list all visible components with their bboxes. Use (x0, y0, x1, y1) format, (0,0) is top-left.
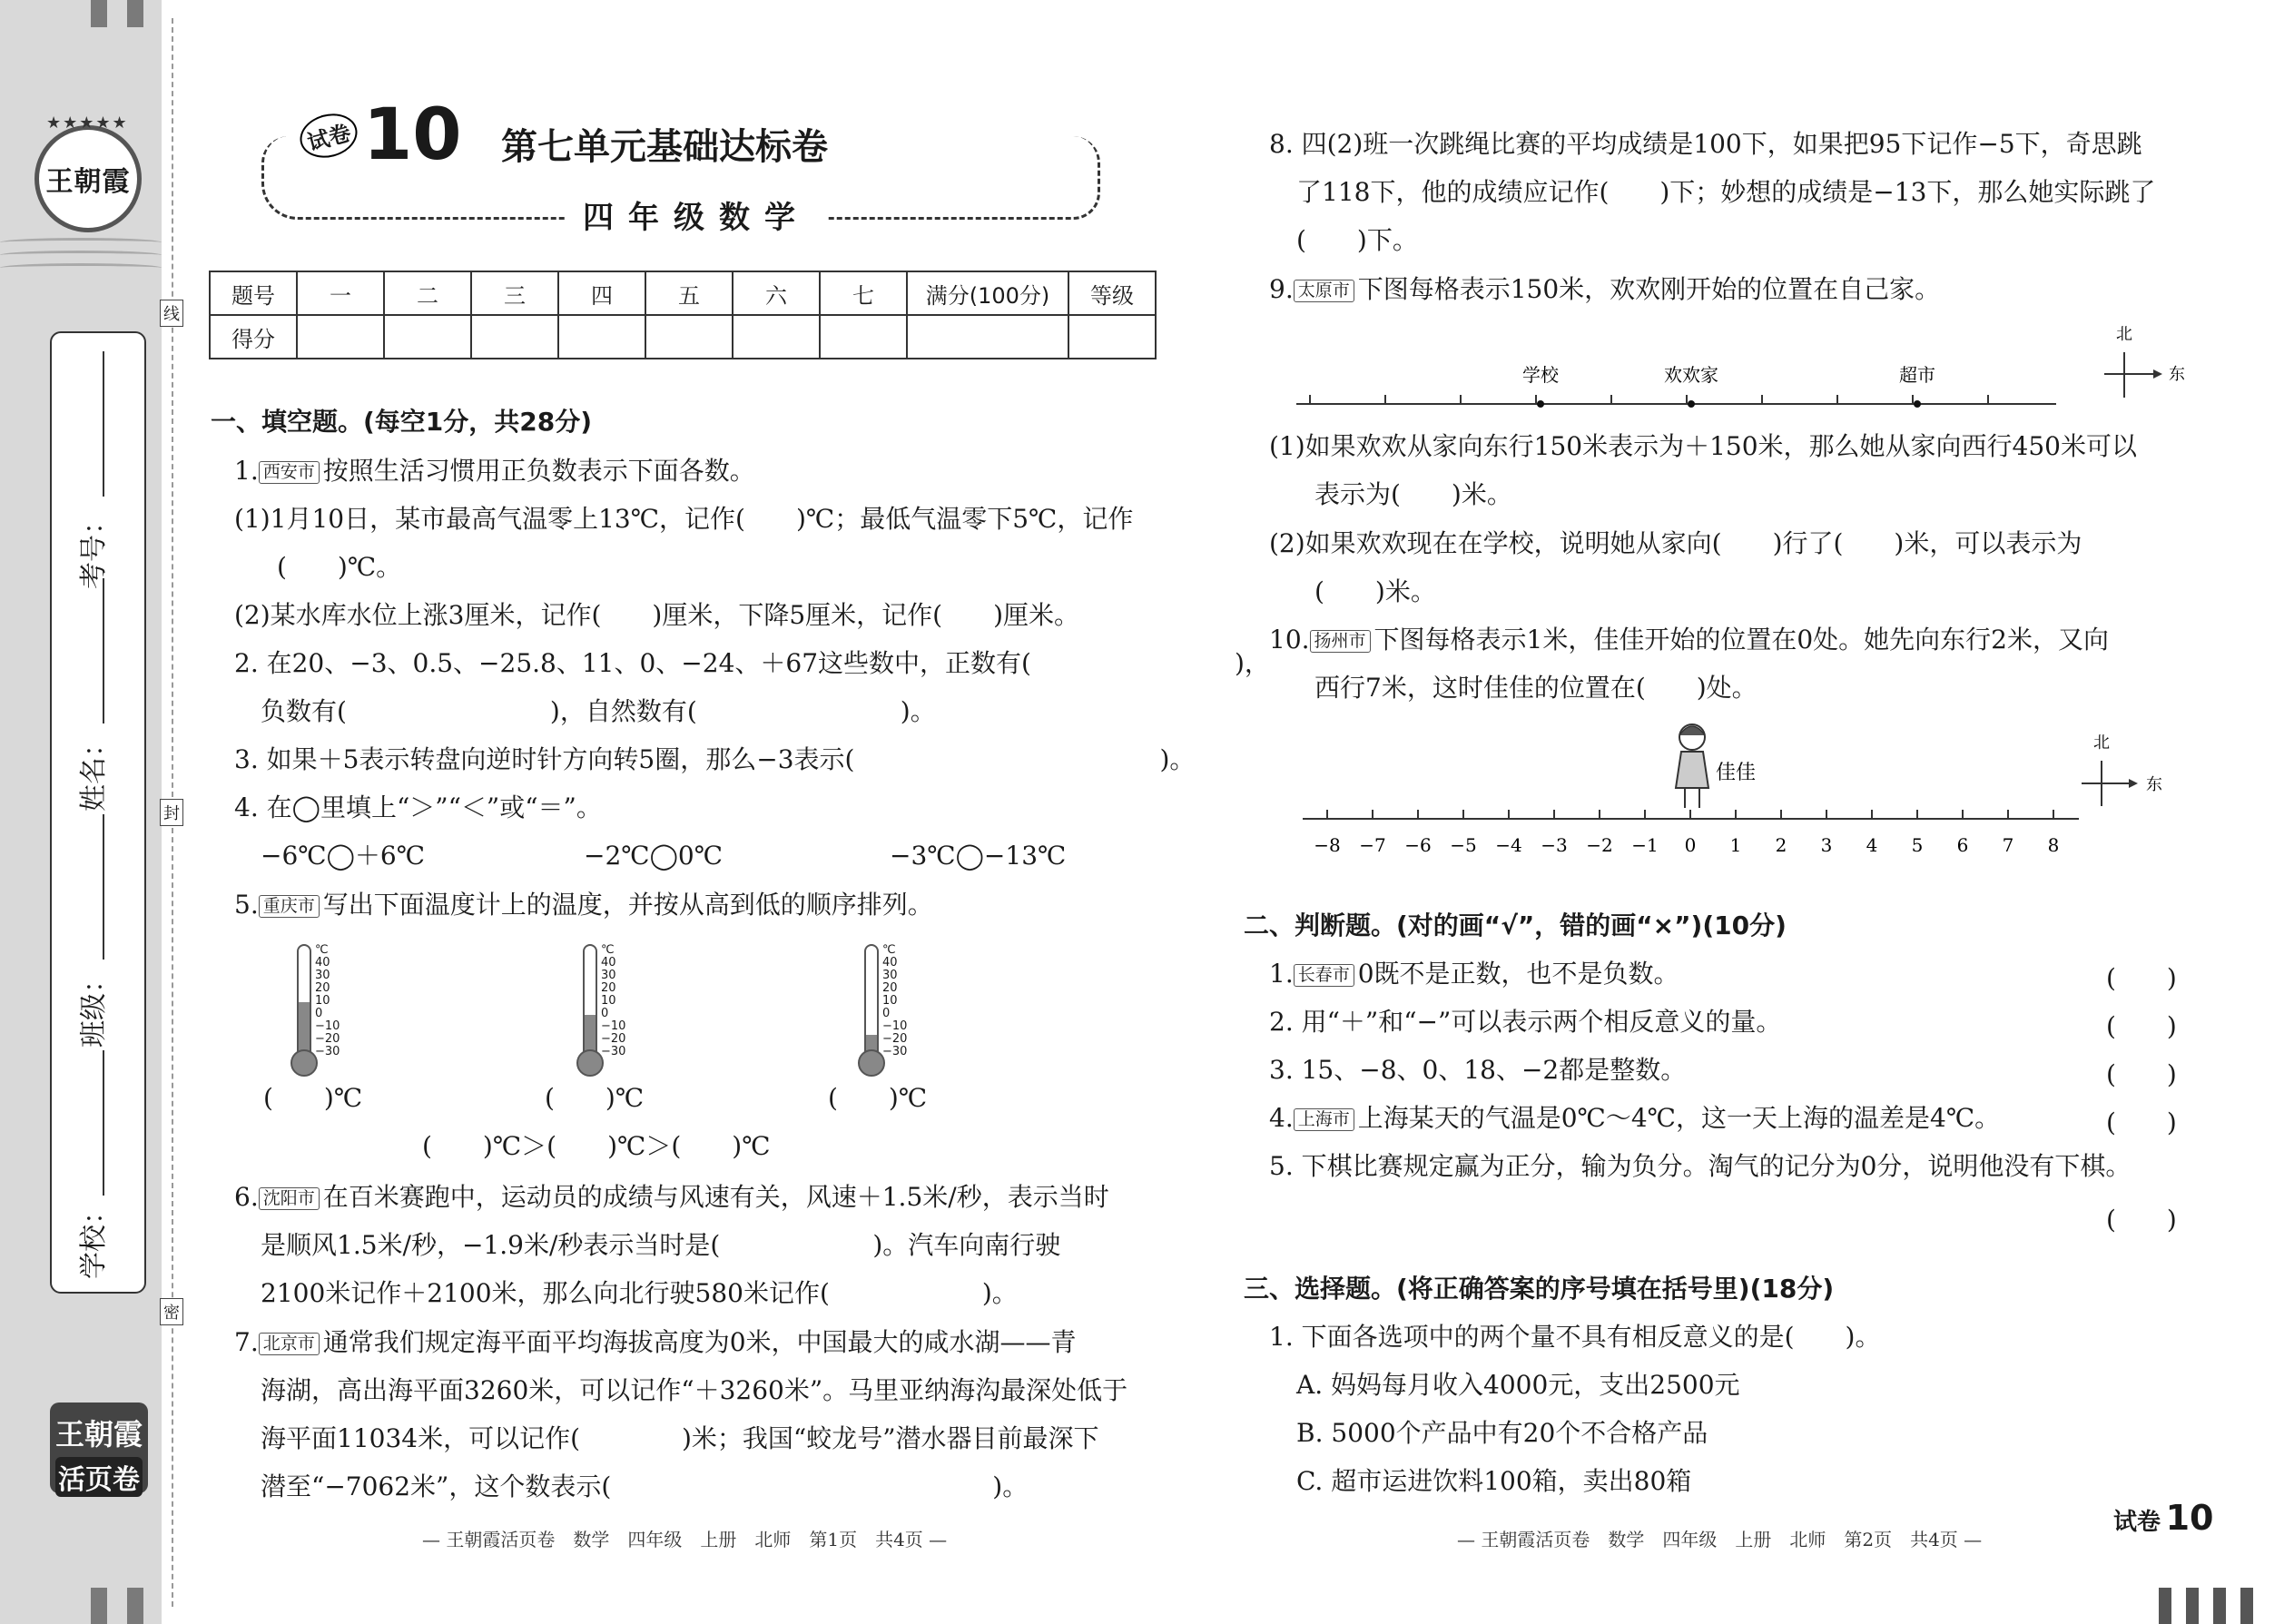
section-heading: 三、选择题。(将正确答案的序号填在括号里)(18分) (1244, 1274, 1835, 1304)
scale-label: 20 (315, 981, 330, 995)
question-number: 6. (234, 1182, 259, 1212)
page-mark (2113, 1498, 2213, 1538)
nl1-label: 欢欢家 (1664, 364, 1718, 386)
region-tag: 长春市 (1294, 964, 1354, 987)
tick-label: −7 (1359, 834, 1386, 856)
score-cell[interactable] (297, 315, 384, 359)
question-line: ( )℃。 (277, 552, 402, 582)
score-cell[interactable] (733, 315, 820, 359)
question-line: 表示为( )米。 (1314, 479, 1512, 509)
choice-option: B. 5000个产品中有20个不合格产品 (1296, 1418, 1708, 1448)
scale-label: −30 (882, 1045, 908, 1058)
scale-label: 40 (315, 956, 330, 969)
name-line (103, 578, 104, 723)
question (234, 1182, 1109, 1213)
thermometer-bulb (858, 1049, 885, 1077)
compass-north: 北 (2116, 325, 2132, 344)
tick-label: −4 (1495, 834, 1522, 856)
table-cell: 二 (384, 271, 471, 315)
corner-mark (2213, 1588, 2226, 1624)
page-footer: — 王朝霞活页卷 数学 四年级 上册 北师 第2页 共4页 — (1457, 1529, 1983, 1550)
score-cell[interactable] (820, 315, 907, 359)
region-tag: 太原市 (1294, 280, 1354, 302)
tick-label: 1 (1729, 834, 1742, 856)
answer-blank[interactable]: ( )℃ (828, 1083, 928, 1113)
answer-paren[interactable]: ( ) (2106, 1011, 2177, 1041)
score-cell[interactable] (471, 315, 558, 359)
publisher-logo (34, 113, 142, 232)
question-line: 了118下，他的成绩应记作( )下；妙想的成绩是−13下，那么她实际跳了 (1296, 177, 2156, 207)
girl-icon (1676, 724, 1708, 808)
scale-label: 10 (882, 994, 898, 1008)
question-number: 7. (234, 1327, 259, 1357)
corner-mark (91, 0, 107, 27)
question-text: 按照生活习惯用正负数表示下面各数。 (322, 456, 755, 486)
scale-label: −30 (601, 1045, 626, 1058)
tick-label: −6 (1404, 834, 1432, 856)
scale-label: 0 (601, 1007, 609, 1020)
corner-mark (2186, 1588, 2199, 1624)
wave-decoration (0, 238, 162, 247)
question-line: (1)1月10日，某市最高气温零上13℃，记作( )℃；最低气温零下5℃，记作 (234, 504, 1134, 534)
choice-option: C. 超市运进饮料100箱，卖出80箱 (1296, 1466, 1692, 1496)
compass-icon (2082, 733, 2162, 806)
scale-label: ℃ (315, 943, 329, 957)
table-cell: 等级 (1068, 271, 1156, 315)
question-line: 8. 四(2)班一次跳绳比赛的平均成绩是100下，如果把95下记作−5下，奇思跳 (1269, 129, 2142, 159)
student-info-box (50, 331, 146, 1294)
tick-marks (1310, 395, 1988, 404)
brand-line1: 王朝霞 (54, 1417, 143, 1452)
name-label: 姓名： (78, 730, 110, 812)
table-cell: 三 (471, 271, 558, 315)
nl1-label: 学校 (1522, 364, 1559, 386)
question-number: 1. (1269, 959, 1294, 989)
tick-label: −2 (1586, 834, 1613, 856)
choice-option: A. 妈妈每月收入4000元，支出2500元 (1296, 1370, 1740, 1400)
logo-text: 王朝霞 (45, 166, 131, 198)
question-line: 潜至“−7062米”，这个数表示( )。 (261, 1471, 1029, 1501)
exam-badge (300, 94, 462, 176)
answer-paren[interactable]: ( ) (2106, 1205, 2177, 1235)
badge-number: 10 (363, 94, 462, 176)
market-point (1914, 400, 1921, 408)
scale-label: 40 (601, 956, 616, 969)
table-cell: 七 (820, 271, 907, 315)
question-number: 10. (1269, 625, 1310, 655)
scale-label: 20 (601, 981, 616, 995)
table-cell: 满分(100分) (907, 271, 1068, 315)
corner-mark (2159, 1588, 2171, 1624)
region-tag: 北京市 (259, 1333, 320, 1355)
thermometer-bulb (290, 1049, 318, 1077)
tick-label: 4 (1866, 834, 1878, 856)
question-line: 3. 如果＋5表示转盘向逆时针方向转5圈，那么−3表示( )。 (234, 744, 1196, 774)
question-number: 9. (1269, 274, 1294, 304)
seal-char: 封 (160, 799, 183, 826)
question-text: 0既不是正数，也不是负数。 (1357, 959, 1679, 989)
question-line: 2. 在20、−3、0.5、−25.8、11、0、−24、＋67这些数中，正数有( )， (234, 648, 1270, 678)
scale-label: 20 (882, 981, 898, 995)
question-line: 1. 下面各选项中的两个量不具有相反意义的是( )。 (1269, 1322, 1881, 1352)
home-point (1688, 400, 1695, 408)
answer-blank[interactable]: ( )℃ (263, 1083, 363, 1113)
tick-label: 6 (1956, 834, 1969, 856)
exam-number-line (103, 351, 104, 497)
compass-north: 北 (2093, 733, 2110, 753)
scale-label: −30 (315, 1045, 340, 1058)
question-line: 3. 15、−8、0、18、−2都是整数。 (1269, 1055, 1687, 1085)
answer-blank[interactable]: ( )℃ (545, 1083, 645, 1113)
answer-paren[interactable]: ( ) (2106, 1059, 2177, 1089)
thermometer (563, 944, 645, 1080)
scale-label: 10 (315, 994, 330, 1008)
table-cell: 一 (297, 271, 384, 315)
girl-label: 佳佳 (1716, 762, 1757, 784)
compare-item: −6℃◯＋6℃ (261, 841, 426, 871)
school-label: 学校： (78, 1197, 110, 1279)
answer-paren[interactable]: ( ) (2106, 1107, 2177, 1137)
question (1269, 274, 1940, 305)
scale-label: −20 (601, 1032, 626, 1046)
question-line: (2)某水库水位上涨3厘米，记作( )厘米，下降5厘米，记作( )厘米。 (234, 600, 1079, 630)
tick-label: −3 (1541, 834, 1568, 856)
corner-mark (127, 1588, 143, 1624)
question-text: 在百米赛跑中，运动员的成绩与风速有关，风速＋1.5米/秒，表示当时 (322, 1182, 1109, 1212)
exam-number-label: 考号： (78, 507, 110, 589)
region-tag: 上海市 (1294, 1108, 1354, 1131)
scale-label: ℃ (601, 943, 615, 957)
tick-label: −5 (1450, 834, 1477, 856)
page-mark-number: 10 (2165, 1498, 2214, 1538)
wave-decoration (0, 251, 162, 260)
scale-label: −10 (315, 1019, 340, 1033)
question-text: 上海某天的气温是0℃～4℃，这一天上海的温差是4℃。 (1357, 1103, 2001, 1133)
score-cell[interactable] (645, 315, 733, 359)
thermometer (844, 944, 926, 1080)
compare-item: −3℃◯−13℃ (890, 841, 1067, 871)
scale-label: −20 (315, 1032, 340, 1046)
question-text: 下图每格表示150米，欢欢刚开始的位置在自己家。 (1357, 274, 1941, 304)
table-row (210, 315, 1156, 359)
question-number: 1. (234, 456, 259, 486)
tick-label: 5 (1911, 834, 1924, 856)
brand-badge (50, 1403, 148, 1496)
page-title: 第七单元基础达标卷 (501, 126, 828, 168)
corner-mark (2240, 1588, 2253, 1624)
question-line: 海湖，高出海平面3260米，可以记作“＋3260米”。马里亚纳海沟最深处低于 (261, 1375, 1128, 1405)
table-row (210, 271, 1156, 315)
score-cell[interactable] (558, 315, 645, 359)
school-line (103, 1050, 104, 1196)
region-tag: 重庆市 (259, 895, 320, 918)
table-cell: 五 (645, 271, 733, 315)
tick-label: −1 (1631, 834, 1659, 856)
compass-icon (2104, 325, 2185, 398)
badge-label: 试卷 (295, 107, 362, 163)
question-line: 5. 下棋比赛规定赢为正分，输为负分。淘气的记分为0分，说明他没有下棋。 (1269, 1151, 2132, 1181)
table-cell: 四 (558, 271, 645, 315)
question-line: 4. 在◯里填上“＞”“＜”或“＝”。 (234, 792, 602, 822)
question-number: 4. (1269, 1103, 1294, 1133)
question-text: 通常我们规定海平面平均海拔高度为0米，中国最大的咸水湖——青 (322, 1327, 1077, 1357)
corner-mark (91, 1588, 107, 1624)
question-number: 5. (234, 890, 259, 920)
page-subtitle: 四年级数学 (565, 192, 828, 237)
wave-decoration (0, 263, 162, 272)
seal-char: 线 (160, 300, 183, 327)
scale-label: 30 (882, 969, 898, 982)
question-line: (2)如果欢欢现在在学校，说明她从家向( )行了( )米，可以表示为 (1269, 528, 2082, 558)
score-cell[interactable] (1068, 315, 1156, 359)
corner-mark (127, 0, 143, 27)
tick-label: 3 (1820, 834, 1833, 856)
table-cell: 六 (733, 271, 820, 315)
question-line: 海平面11034米，可以记作( )米；我国“蛟龙号”潜水器目前最深下 (261, 1423, 1099, 1453)
score-cell[interactable] (907, 315, 1068, 359)
table-cell: 得分 (210, 315, 297, 359)
tick-marks (1327, 810, 2053, 819)
question-line: ( )米。 (1314, 576, 1436, 606)
scale-label: 30 (315, 969, 330, 982)
question (1269, 959, 1679, 989)
class-label: 班级： (78, 966, 110, 1048)
tick-label: 7 (2002, 834, 2014, 856)
tick-label: 0 (1684, 834, 1697, 856)
scale-label: 0 (315, 1007, 323, 1020)
answer-paren[interactable]: ( ) (2106, 963, 2177, 993)
region-tag: 沈阳市 (259, 1187, 320, 1210)
scale-label: 10 (601, 994, 616, 1008)
score-table (209, 271, 1157, 359)
question (234, 890, 933, 920)
question (1269, 625, 2109, 655)
question (234, 456, 755, 487)
tick-label: −8 (1314, 834, 1341, 856)
compass-east: 东 (2169, 365, 2185, 384)
scale-label: 30 (601, 969, 616, 982)
page-mark-label: 试卷 (2113, 1509, 2161, 1536)
question-text: 写出下面温度计上的温度，并按从高到低的顺序排列。 (322, 890, 933, 920)
nl1-label: 超市 (1899, 364, 1935, 386)
scale-label: −10 (882, 1019, 908, 1033)
scale-label: −20 (882, 1032, 908, 1046)
binding-strip (0, 0, 162, 1624)
region-tag: 西安市 (259, 461, 320, 484)
tick-label: 2 (1775, 834, 1787, 856)
score-cell[interactable] (384, 315, 471, 359)
question-line: ( )下。 (1296, 225, 1418, 255)
question-line: 负数有( )，自然数有( )。 (261, 696, 936, 726)
question-text: 下图每格表示1米，佳佳开始的位置在0处。她先向东行2米，又向 (1373, 625, 2109, 655)
question-line: 西行7米，这时佳佳的位置在( )处。 (1314, 673, 1757, 703)
question-line: 是顺风1.5米/秒，−1.9米/秒表示当时是( )。汽车向南行驶 (261, 1230, 1061, 1260)
table-cell: 题号 (210, 271, 297, 315)
seal-char: 密 (160, 1298, 183, 1325)
question (1269, 1103, 2000, 1134)
scale-label: 0 (882, 1007, 891, 1020)
page-footer: — 王朝霞活页卷 数学 四年级 上册 北师 第1页 共4页 — (422, 1529, 948, 1550)
question-line: 2100米记作＋2100米，那么向北行驶580米记作( )。 (261, 1278, 1018, 1308)
school-point (1537, 400, 1544, 408)
scale-label: ℃ (882, 943, 896, 957)
question-line: 2. 用“＋”和“−”可以表示两个相反意义的量。 (1269, 1007, 1782, 1037)
number-line-diagram (1289, 717, 2197, 871)
question-line: (1)如果欢欢从家向东行150米表示为＋150米，那么她从家向西行450米可以 (1269, 431, 2137, 461)
compare-item: −2℃◯0℃ (584, 841, 724, 871)
brand-line2: 活页卷 (55, 1457, 143, 1497)
region-tag: 扬州市 (1310, 630, 1371, 653)
tick-label: 8 (2047, 834, 2060, 856)
thermometer-fill (299, 1002, 310, 1055)
answer-blank[interactable]: ( )℃＞( )℃＞( )℃ (422, 1131, 771, 1161)
scale-label: −10 (601, 1019, 626, 1033)
number-line-diagram (1289, 318, 2197, 418)
scale-label: 40 (882, 956, 898, 969)
question (234, 1327, 1077, 1358)
section-heading: 一、填空题。(每空1分，共28分) (211, 407, 593, 437)
compass-east: 东 (2146, 775, 2162, 794)
class-line (103, 814, 104, 960)
logo-stars-icon: ★★★★★ (46, 113, 129, 133)
thermometer-bulb (576, 1049, 604, 1077)
section-heading: 二、判断题。(对的画“√”，错的画“×”)(10分) (1244, 910, 1787, 940)
thermometer (277, 944, 359, 1080)
